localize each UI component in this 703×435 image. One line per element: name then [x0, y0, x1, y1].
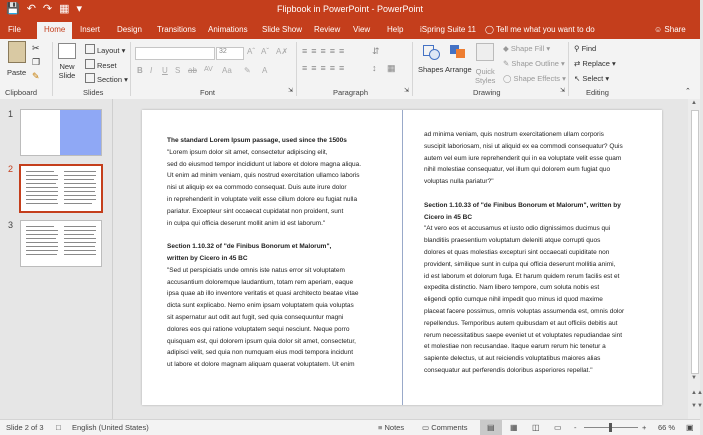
font-name-box[interactable]: [135, 47, 215, 60]
slide-text-line: "Lorem ipsum dolor sit amet, consectetur adipiscing elit,: [167, 148, 328, 156]
shape-outline-button[interactable]: ✎ Shape Outline ▾: [503, 59, 565, 68]
slide-text-line: sapiente delectus, ut aut reiciendis voluptatibus maiores alias: [424, 355, 601, 363]
tell-me-box[interactable]: ◯ Tell me what you want to do: [485, 25, 595, 34]
cursor-icon: ↖: [574, 74, 581, 83]
slide-counter[interactable]: Slide 2 of 3: [6, 423, 44, 432]
comment-icon: ▭: [422, 423, 430, 432]
format-painter-icon[interactable]: ✎: [32, 71, 40, 81]
group-separator: [130, 42, 131, 96]
slide-text-line: ut labore et dolore magnam aliquam quaerat voluptatem. Ut enim: [167, 361, 355, 369]
slide-text-line: sed do eiusmod tempor incididunt ut labore et dolore magna aliqua.: [167, 160, 362, 168]
thumb-number: 2: [8, 164, 14, 174]
tab-help[interactable]: Help: [387, 25, 404, 34]
slide-text-line: Ut enim ad minim veniam, quis nostrud exercitation ullamco laboris: [167, 172, 360, 180]
slide-text-line: eligendi optio cumque nihil impedit quo minus id quod maxime: [424, 296, 603, 304]
replace-button[interactable]: ⇄ Replace ▾: [574, 59, 616, 68]
clear-format-icon[interactable]: A✗: [276, 47, 289, 56]
slide-heading-line: Section 1.10.33 of "de Finibus Bonorum et Malorum", written by: [424, 201, 621, 209]
tab-home[interactable]: Home: [37, 22, 72, 39]
slide-text-line: dicta sunt explicabo. Nemo enim ipsam voluptatem quia voluptas: [167, 302, 354, 310]
slide-thumbnails-pane: [0, 99, 113, 419]
tab-design[interactable]: Design: [117, 25, 142, 34]
save-icon[interactable]: 💾: [6, 3, 20, 15]
slide-text-line: voluptas nulla pariatur?": [424, 178, 494, 186]
slide-heading-line: written by Cicero in 45 BC: [167, 254, 248, 262]
ribbon-tabs: [0, 20, 700, 39]
reset-icon: [85, 59, 95, 69]
slide-text-line: nihil molestiae consequatur, vel illum qui dolorem eum fugiat quo: [424, 166, 611, 174]
tab-ispring[interactable]: iSpring Suite 11: [420, 25, 476, 34]
shape-effects-button[interactable]: ◯ Shape Effects ▾: [503, 74, 566, 83]
slide-text-line: sit aspernatur aut odit aut fugit, sed quia consequuntur magni: [167, 313, 344, 321]
slide-sorter-icon[interactable]: ▦: [510, 423, 518, 432]
effects-icon: ◯: [503, 74, 512, 83]
thumbnail-image: [60, 110, 101, 155]
paint-bucket-icon: ◆: [503, 44, 509, 53]
text-direction-icon[interactable]: ⇵: [372, 46, 380, 56]
arrange-icon: [448, 43, 468, 59]
drawing-dialog-icon[interactable]: ⇲: [560, 88, 566, 94]
slide-text-line: nisi ut aliquip ex ea commodo consequat. Duis aute irure dolor: [167, 184, 347, 192]
ribbon: [0, 39, 700, 100]
section-button[interactable]: Section ▾: [85, 73, 128, 84]
new-slide-icon: [58, 43, 76, 59]
shape-fill-button[interactable]: ◆ Shape Fill ▾: [503, 44, 551, 53]
present-icon[interactable]: ▦: [59, 3, 70, 15]
collapse-ribbon-icon[interactable]: ⌃: [685, 88, 691, 95]
slide-text-line: placeat facere possimus, omnis voluptas assumenda est, omnis dolor: [424, 307, 625, 315]
editing-group-label: Editing: [586, 88, 609, 97]
slide-text-line: [424, 188, 624, 200]
zoom-level[interactable]: 66 %: [658, 423, 676, 432]
slide-text-line: consequatur aut perferendis doloribus asperiores repellat.": [424, 366, 593, 374]
group-separator: [412, 42, 413, 96]
tab-review[interactable]: Review: [314, 25, 341, 34]
highlight-icon[interactable]: ✎: [244, 66, 251, 75]
tab-view[interactable]: View: [353, 25, 371, 34]
reading-view-icon[interactable]: ◫: [532, 423, 540, 432]
slide-text-line: repellendus. Temporibus autem quibusdam et aut officiis debitis aut: [424, 319, 618, 327]
slide-text-line: [167, 229, 361, 241]
window-title: Flipbook in PowerPoint - PowerPoint: [276, 4, 424, 14]
undo-icon[interactable]: ↶: [26, 3, 36, 15]
slide-text-line: dolores et quas molestias excepturi sint occaecati cupiditate non: [424, 248, 610, 256]
drawing-group-label: Drawing: [473, 88, 501, 97]
shadow-button[interactable]: S: [175, 66, 181, 75]
slide-text-line: suscipit laboriosam, nisi ut aliquid ex ea commodi consequatur? Quis: [424, 142, 623, 150]
vertical-scrollbar[interactable]: [688, 99, 703, 419]
find-button[interactable]: ⚲ Find: [574, 44, 597, 53]
slide-thumbnail-1[interactable]: [20, 109, 102, 156]
paste-button[interactable]: Paste: [7, 41, 26, 77]
underline-button[interactable]: U: [162, 66, 168, 75]
zoom-in-button[interactable]: +: [642, 423, 647, 432]
slide-text-line: dolores eos qui ratione voluptatem sequi nesciunt. Neque porro: [167, 325, 350, 333]
spelling-icon[interactable]: □: [56, 423, 61, 432]
paragraph-dialog-icon[interactable]: ⇲: [404, 88, 410, 94]
slide-text-line: adipisci velit, sed quia non numquam eius modi tempora incidunt: [167, 349, 354, 357]
align-buttons-row[interactable]: ≡≡≡≡≡: [302, 63, 349, 73]
scroll-down-icon[interactable]: ▼: [691, 375, 697, 381]
slide-text-line: id est laborum et dolorum fuga. Et harum quidem rerum facilis est et: [424, 272, 620, 280]
clipboard-group-label: Clipboard: [5, 88, 38, 97]
slide-text-line: autem vel eum iure reprehenderit qui in ea voluptate velit esse quam: [424, 154, 622, 162]
slide-text-line: ipsa quae ab illo inventore veritatis et quasi architecto beatae vitae: [167, 290, 359, 298]
slide-text-line: pariatur. Excepteur sint occaecat cupidatat non proident, sunt: [167, 207, 344, 215]
slide-text-line: "At vero eos et accusamus et iusto odio dignissimos ducimus qui: [424, 225, 611, 233]
normal-view-icon: ▤: [487, 423, 495, 432]
layout-button[interactable]: Layout ▾: [85, 44, 125, 55]
slide-text-line: provident, similique sunt in culpa qui officia deserunt mollitia animi,: [424, 260, 616, 268]
scroll-thumb[interactable]: [691, 110, 699, 374]
slideshow-view-icon[interactable]: ▭: [554, 423, 562, 432]
slide-canvas[interactable]: [142, 110, 662, 405]
cut-icon[interactable]: ✂: [32, 43, 40, 53]
tab-animations[interactable]: Animations: [208, 25, 248, 34]
slide-right-column[interactable]: [424, 129, 624, 377]
slide-text-line: blanditiis praesentium voluptatum deleniti atque corrupti quos: [424, 237, 601, 245]
slide-heading-line: The standard Lorem Ipsum passage, used since the 1500s: [167, 137, 347, 144]
select-button[interactable]: ↖ Select ▾: [574, 74, 610, 83]
language-indicator[interactable]: English (United States): [72, 423, 149, 432]
slide-text-line: "Sed ut perspiciatis unde omnis iste natus error sit voluptatem: [167, 266, 345, 274]
zoom-out-button[interactable]: -: [574, 423, 577, 432]
slide-text-line: ad minima veniam, quis nostrum exercitationem ullam corporis: [424, 131, 604, 138]
normal-view-button[interactable]: [480, 420, 502, 435]
slide-text-line: rerum necessitatibus saepe eveniet ut et voluptates repudiandae sint: [424, 331, 623, 339]
slide-text-line: in reprehenderit in voluptate velit esse cillum dolore eu fugiat nulla: [167, 195, 358, 203]
previous-slide-icon[interactable]: ▲▲: [691, 390, 703, 396]
slide-thumbnail-3[interactable]: [20, 220, 102, 267]
pen-icon: ✎: [503, 59, 510, 68]
title-bar: [0, 0, 700, 20]
page-divider: [402, 110, 403, 405]
notes-icon: ≡: [378, 423, 383, 432]
group-separator: [52, 42, 53, 96]
share-button[interactable]: ☺ Share: [654, 25, 686, 34]
slide-text-line: et molestiae non recusandae. Itaque earum rerum hic tenetur a: [424, 343, 606, 351]
reset-button[interactable]: Reset: [85, 59, 117, 70]
slides-group-label: Slides: [83, 88, 104, 97]
slide-text-line: expedita distinctio. Nam libero tempore, cum soluta nobis est: [424, 284, 600, 292]
redo-icon[interactable]: ↷: [42, 3, 53, 15]
zoom-slider-handle[interactable]: [609, 423, 612, 432]
layout-icon: [85, 44, 95, 54]
copy-icon[interactable]: ❐: [32, 57, 41, 67]
thumb-number: 3: [8, 220, 14, 230]
tab-transitions[interactable]: Transitions: [157, 25, 196, 34]
comments-button[interactable]: ▭ Comments: [422, 423, 468, 432]
slide-heading-line: Section 1.10.32 of "de Finibus Bonorum et Malorum",: [167, 243, 332, 251]
arrange-button[interactable]: Arrange: [445, 43, 472, 74]
status-bar: [0, 419, 700, 435]
quick-styles-button[interactable]: Quick Styles: [475, 43, 495, 85]
shrink-font-icon[interactable]: Aˇ: [261, 47, 269, 56]
thumb-number: 1: [8, 109, 14, 119]
grow-font-icon[interactable]: Aˆ: [247, 47, 255, 56]
replace-icon: ⇄: [574, 59, 581, 68]
spacing-button[interactable]: AV: [204, 66, 213, 73]
new-slide-button[interactable]: New Slide: [58, 43, 76, 80]
list-buttons-row[interactable]: ≡≡≡≡≡: [302, 46, 349, 56]
slide-thumbnail-2[interactable]: [19, 164, 103, 213]
group-separator: [296, 42, 297, 96]
group-separator: [568, 42, 569, 96]
font-dialog-icon[interactable]: ⇲: [288, 88, 294, 94]
slide-text-line: accusantium doloremque laudantium, totam rem aperiam, eaque: [167, 278, 354, 286]
change-case-button[interactable]: Aa: [222, 66, 232, 75]
slide-left-column[interactable]: [167, 135, 361, 371]
fit-slide-icon[interactable]: ▣: [686, 423, 694, 432]
slide-text-line: in culpa qui officia deserunt mollit anim id est laborum.": [167, 219, 326, 227]
slide-heading-line: Cicero in 45 BC: [424, 213, 473, 221]
italic-button[interactable]: I: [150, 66, 153, 75]
font-size-box[interactable]: 32: [216, 47, 244, 60]
tab-insert[interactable]: Insert: [80, 25, 101, 34]
quick-styles-icon: [476, 43, 494, 61]
font-group-label: Font: [200, 88, 216, 97]
scroll-up-icon[interactable]: ▲: [691, 100, 697, 106]
clipboard-icon: [8, 41, 26, 63]
paragraph-group-label: Paragraph: [333, 88, 369, 97]
bold-button[interactable]: B: [137, 66, 143, 75]
next-slide-icon[interactable]: ▼▼: [691, 403, 703, 409]
person-icon: ☺: [654, 25, 663, 34]
section-icon: [85, 73, 95, 83]
font-color-icon[interactable]: A: [262, 66, 268, 75]
align-text-icon[interactable]: ↕: [372, 63, 377, 73]
search-icon: ⚲: [574, 44, 580, 53]
shapes-button[interactable]: Shapes: [418, 43, 443, 74]
slide-text-line: quisquam est, qui dolorem ipsum quia dolor sit amet, consectetur,: [167, 337, 356, 345]
tab-file[interactable]: File: [8, 25, 21, 34]
customize-qat-icon[interactable]: ▾: [76, 3, 83, 15]
notes-button[interactable]: ≡ Notes: [378, 423, 405, 432]
shapes-icon: [421, 43, 441, 59]
smartart-icon[interactable]: ▦: [387, 63, 396, 73]
lightbulb-icon: ◯: [485, 25, 494, 34]
tab-slide-show[interactable]: Slide Show: [262, 25, 303, 34]
strikethrough-button[interactable]: ab: [188, 66, 197, 75]
